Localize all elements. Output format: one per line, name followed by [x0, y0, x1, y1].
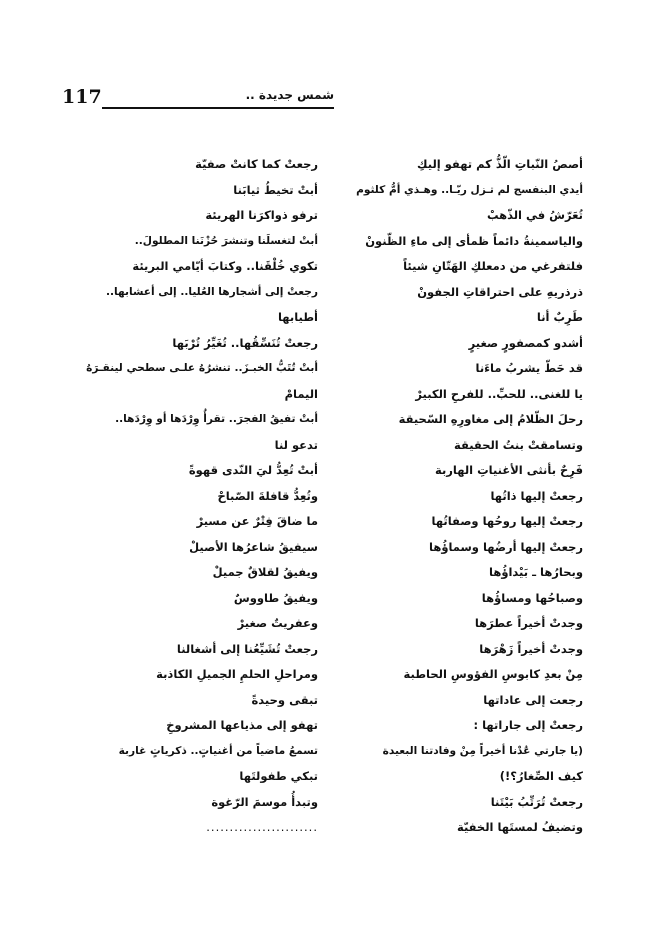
- verse-line: رجعتْ إلى جاراتها :: [473, 718, 583, 732]
- verse-line: ........................: [206, 820, 318, 834]
- verse-line: تدعو لنا: [274, 437, 318, 452]
- verse-line: مِنْ بعدِ كابوسِ الفؤوسِ الحاطبة: [403, 667, 583, 681]
- verse-line: فلتفرغي من دمعلكِ الهَتّانِ شيئاً: [403, 259, 583, 273]
- verse-line: وبحارُها ـ بَيْداؤُها: [489, 565, 583, 579]
- verse-line: ومراحلِ الحلمِ الجميلِ الكاذبة: [156, 667, 318, 681]
- verse-line: طَرِبٌ أنا: [536, 310, 583, 324]
- verse-line: والياسمينةُ دائماً ظمأى إلى ماءِ الظّنونْ: [365, 233, 583, 248]
- verse-line: ذرذريهِ على احتراقاتِ الجفونْ: [417, 284, 583, 299]
- verse-line: تبكي طفولتَها: [239, 769, 318, 783]
- verse-line: وصباحُها ومساؤُها: [481, 590, 583, 605]
- verse-line: ويفيقُ لقلاقٌ جميلْ: [212, 565, 318, 579]
- poem-column-right: [325, 152, 583, 841]
- verse-line: تكوي خُلْقَنا.. وكتابَ أيّامي البريئة: [132, 259, 318, 273]
- verse-line: أبتْ تخيطُ ثيابَنا: [233, 182, 318, 197]
- poem-column-left: [75, 152, 318, 841]
- verse-line: رجعتْ إليها أرضُها وسماؤُها: [429, 539, 583, 554]
- verse-line: كيف الصِّغارُ؟!): [499, 769, 583, 783]
- verse-line: وتضيفُ لمستَها الخفيّة: [456, 820, 583, 834]
- verse-line: ترفو ذواكرَنا الهريئة: [205, 208, 318, 222]
- verse-line: رجعتْ إليها روحُها وصفاتُها: [431, 514, 583, 528]
- verse-line: تهفو إلى مذياعها المشروخِ: [166, 718, 318, 732]
- verse-line: رجعت إلى عاداتها: [483, 692, 583, 707]
- verse-line: أبتْ تفيقُ الفجرَ.. تقرأُ وِرْدَها أو وِرْدَها..: [115, 413, 318, 425]
- verse-line: يا للغنى.. للحبِّ.. للفرحِ الكبيرْ: [415, 386, 583, 401]
- verse-line: أطيابها: [277, 310, 318, 324]
- verse-line: وتسامقتْ بنتُ الحقيقة: [453, 437, 583, 452]
- verse-line: رجعتْ كما كانتْ صفيّة: [195, 157, 318, 171]
- page-header: [62, 86, 334, 110]
- page-number: 117: [62, 86, 102, 108]
- verse-line: وتبدأُ موسمَ الرّغوة: [211, 794, 318, 809]
- verse-line: تسمعُ ماضياً من أغنياتٍ.. ذكرياتٍ غاربة: [118, 744, 318, 757]
- verse-line: أشدو كمصفورٍ صغيرٍ: [468, 335, 583, 350]
- verse-line: رجعتْ تُرَتِّبُ بَيْتَنا: [490, 794, 583, 809]
- verse-line: قد حَطّ يشربُ ماءَنا: [475, 361, 583, 375]
- verse-line: (يا جارتي عُدْنا أخيراً مِنْ وفادتنا البعيدة: [382, 744, 583, 757]
- verse-line: وجدتْ أخيراً زَهْرَها: [479, 641, 583, 656]
- verse-line: تبقى وحيدةً: [251, 692, 318, 707]
- verse-line: وعفريتٌ صغيرْ: [237, 616, 318, 630]
- verse-line: ما ضاقَ فِتْرٌ عن مسيرْ: [196, 514, 318, 528]
- verse-line: تُعَرّشُ في الذّهبْ: [486, 208, 583, 222]
- verse-line: وجدتْ أخيراً عطرَها: [474, 616, 583, 630]
- verse-line: أبتْ تُتَبُّ الخبـزَ.. تنشرُهُ علـى سطحي لينقـرَهُ: [86, 362, 318, 374]
- header-rule: [102, 107, 334, 109]
- verse-line: اليمامْ: [284, 386, 318, 401]
- verse-line: أبتْ لتغسلَنا وتنشرَ حُزْنَنا المطلولَ..: [134, 234, 318, 247]
- verse-line: فَرِحٌ بأنثى الأغنياتِ الهاربة: [435, 463, 583, 477]
- verse-line: أبتْ تُعِدُّ ليَ النّدى قهوةً: [188, 463, 318, 477]
- running-title: شمس جديدة ..: [245, 88, 334, 102]
- verse-line: ويفيقُ طاووسٌ: [233, 590, 318, 605]
- verse-line: رحلَ الظّلامُ إلى مغاورِهِ السّحيقة: [398, 412, 583, 426]
- verse-line: رجعتْ إليها ذاتُها: [490, 488, 583, 503]
- verse-line: سيفيقُ شاعرُها الأصيلْ: [189, 539, 318, 554]
- verse-line: رجعتْ تُشَيِّعُنا إلى أشغالنا: [176, 641, 318, 656]
- verse-line: وتُعِدُّ قافلةَ الصّباحْ: [217, 488, 318, 503]
- verse-line: رجعتْ تُنَسِّقُها.. تُغَيِّرُ تُرْبَها: [172, 335, 318, 350]
- verse-line: أصصُ النّباتِ الّذُّ كم تهفو إليكِ: [417, 157, 583, 171]
- verse-line: أيدي البنفسج لم تـزل ريّـا.. وهـذي أمُّ كلثوم: [356, 183, 583, 196]
- verse-line: رجعتْ إلى أشجارها العُليا.. إلى أعشابها..: [106, 285, 318, 298]
